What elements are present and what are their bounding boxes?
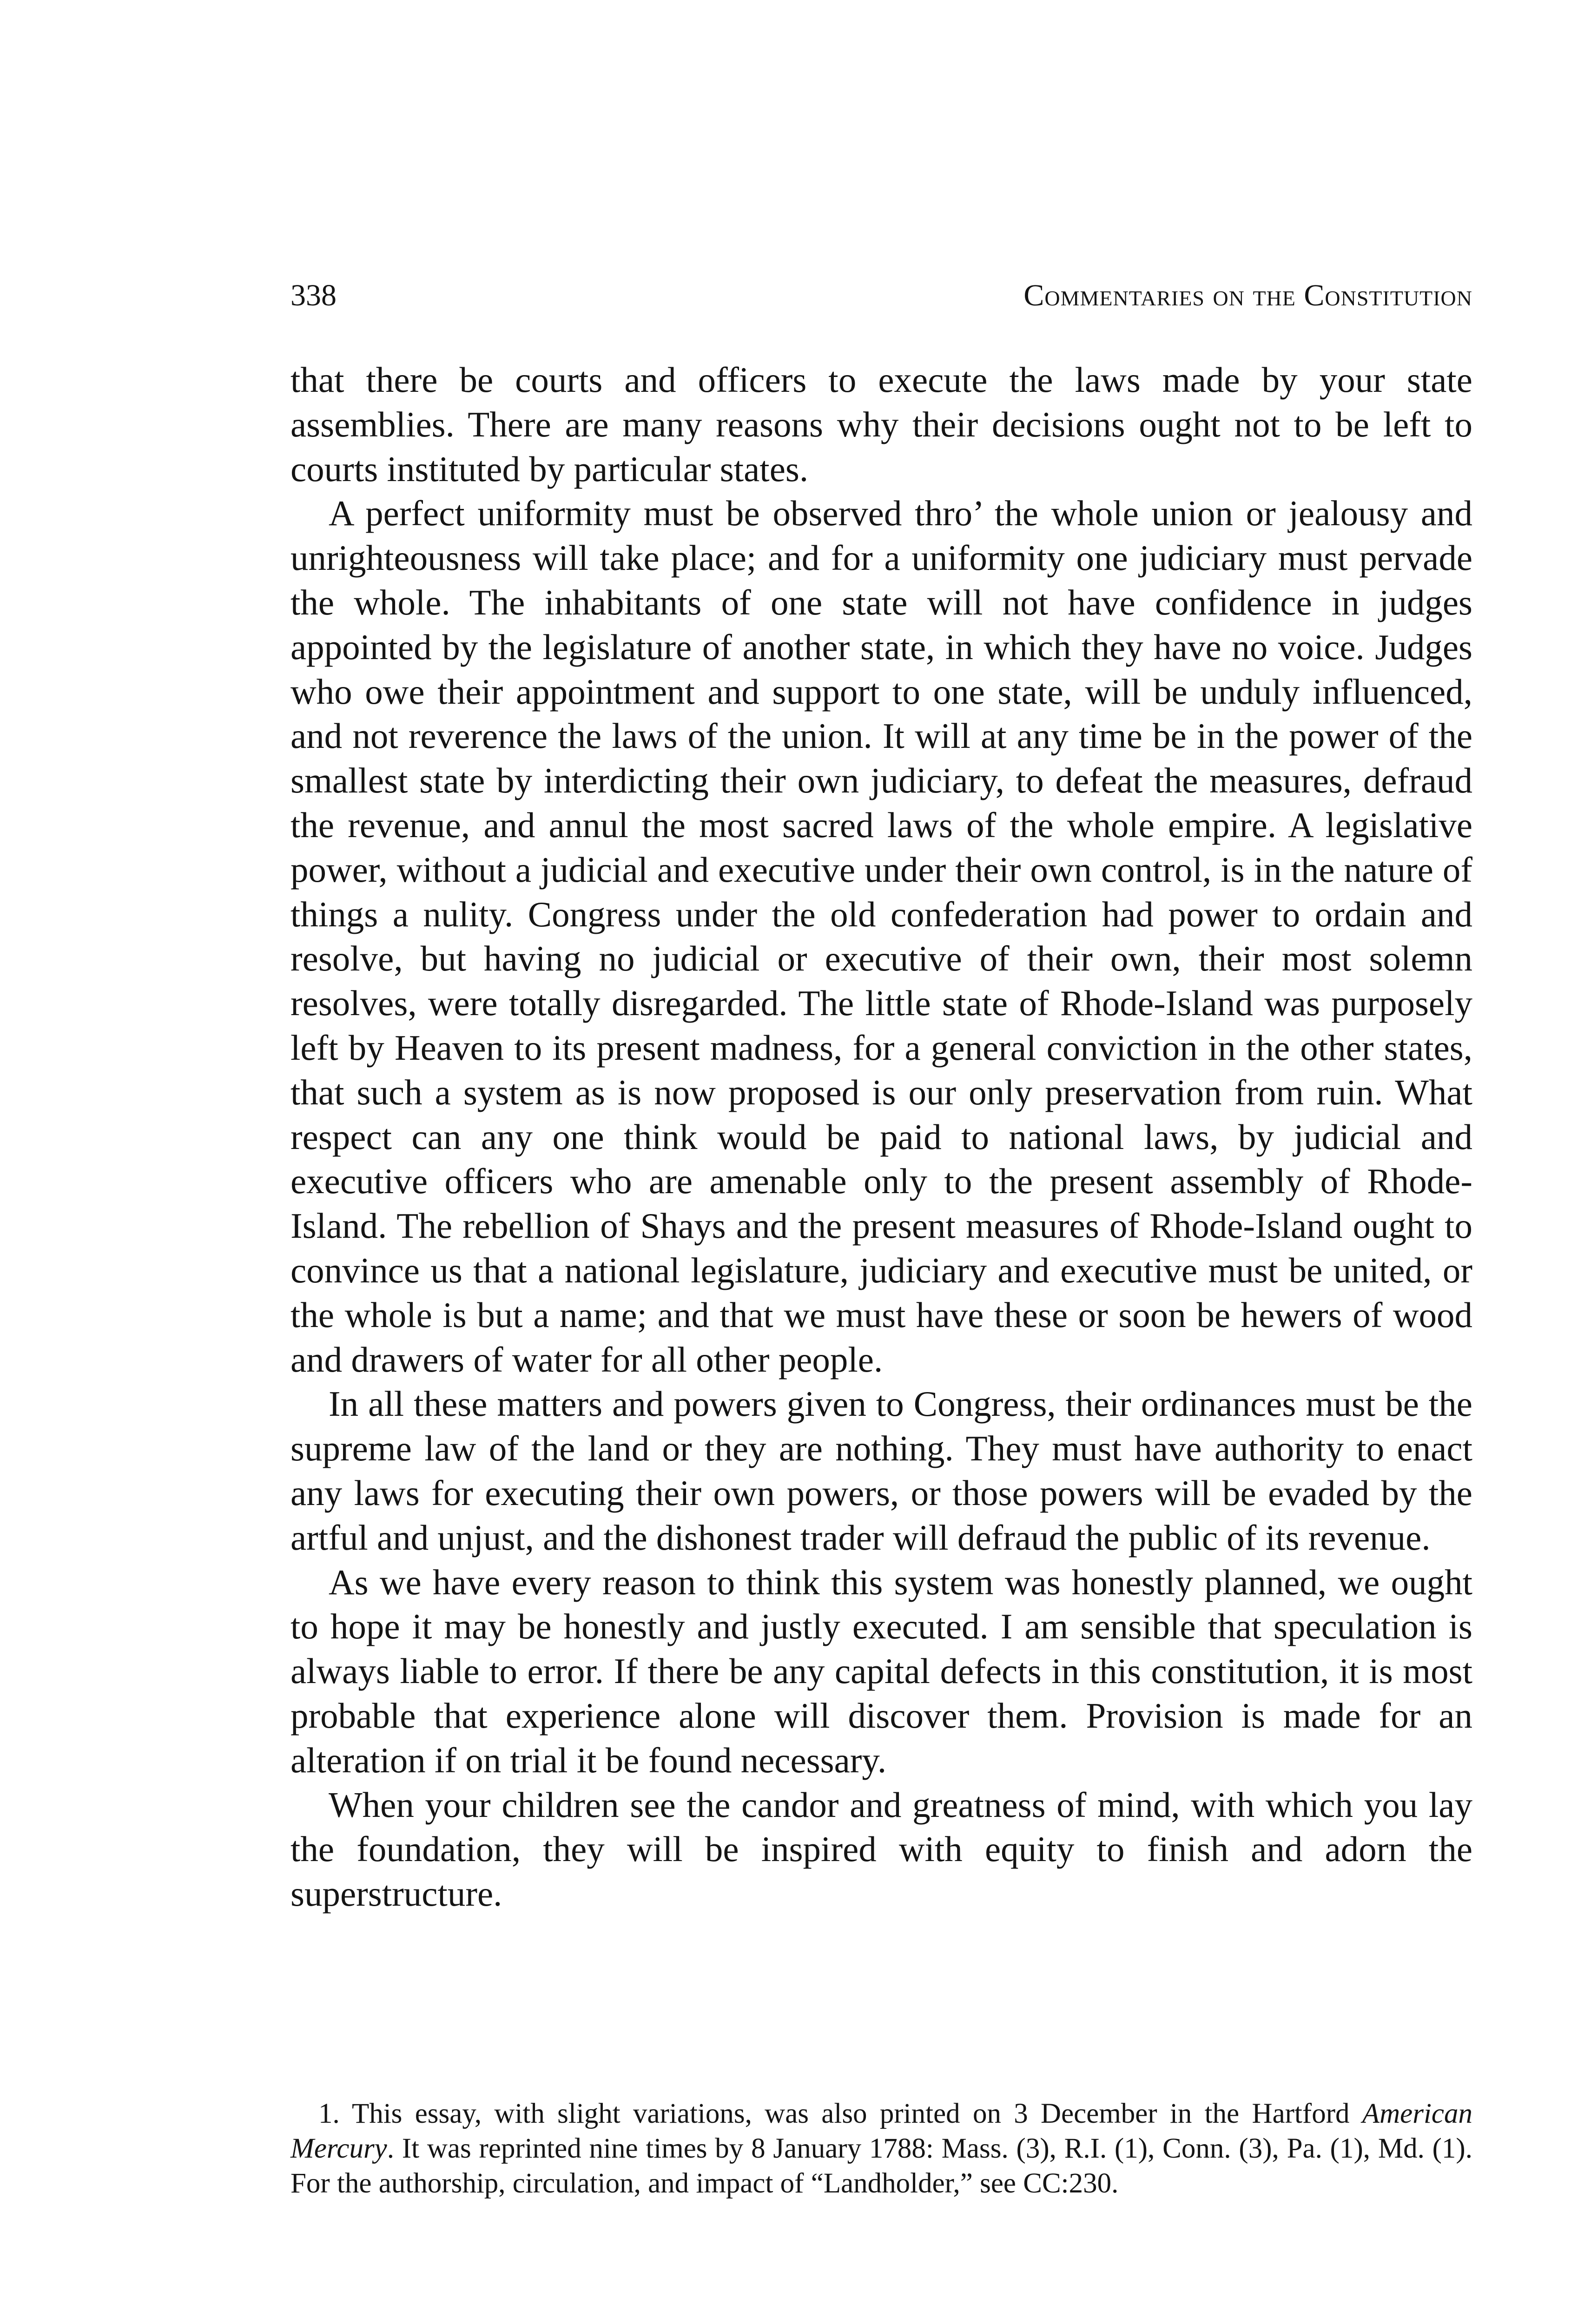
paragraph-4: As we have every reason to think this system was honestly planned, we ought to hope it may be honestly and justly executed. I am sensible that speculation is always liable to error. If there be any capital defects in this constitution, it is most probable that experience alone will discover them. Provision is made for an alteration if on trial it be found necessary. xyxy=(290,1562,1472,1780)
paragraph-3: In all these matters and powers given to Congress, their ordinances must be the supreme law of the land or they are nothing. They must have authority to enact any laws for executing their own powers, or those powers will be evaded by the artful and unjust, and the dishonest trader will defraud the public of its revenue. xyxy=(290,1384,1472,1558)
footnote-text-start: This essay, with slight variations, was also printed on 3 December in the Hartford xyxy=(351,2098,1350,2129)
footnote-number: 1. xyxy=(318,2098,340,2129)
running-head xyxy=(290,277,1472,314)
footnote-italic-title: American Mercury xyxy=(290,2098,1473,2164)
paragraph-1: that there be courts and officers to execute the laws made by your state assemblies. There are many reasons why their decisions ought not to be left to courts instituted by particular states. xyxy=(290,360,1472,489)
page-number: 338 xyxy=(290,278,337,312)
running-title: Commentaries on the Constitution xyxy=(1023,278,1472,312)
body-text xyxy=(290,358,1472,1916)
paragraph-5: When your children see the candor and greatness of mind, with which you lay the foundation, they will be inspired with equity to finish and adorn the superstructure. xyxy=(290,1784,1472,1914)
footnote-text-end: . It was reprinted nine times by 8 January 1788: Mass. (3), R.I. (1), Conn. (3), Pa. (1), Md. (1). For the authorship, circulation, and impact of “Landholder,” see CC:230. xyxy=(290,2133,1472,2199)
footnotes xyxy=(290,2096,1472,2201)
footnote-1 xyxy=(290,2096,1472,2201)
paragraph-2: A perfect uniformity must be observed thro’ the whole union or jealousy and unrighteousness will take place; and for a uniformity one judiciary must pervade the whole. The inhabitants of one state will not have confidence in judges appointed by the legislature of another state, in which they have no voice. Judges who owe their appointment and support to one state, will be unduly influenced, and not reverence the laws of the union. It will at any time be in the power of the smallest state by interdicting their own judiciary, to defeat the measures, defraud the revenue, and annul the most sacred laws of the whole empire. A legislative power, without a judicial and executive under their own control, is in the nature of things a nulity. Congress under the old confederation had power to ordain and resolve, but having no judicial or executive of their own, their most solemn resolves, were totally disregarded. The little state of Rhode-Island was purposely left by Heaven to its present madness, for a general conviction in the other states, that such a system as is now proposed is our only preservation from ruin. What respect can any one think would be paid to national laws, by judicial and executive officers who are amenable only to the present assembly of Rhode-Island. The rebellion of Shays and the present measures of Rhode-Island ought to convince us that a national legislature, judiciary and executive must be united, or the whole is but a name; and that we must have these or soon be hewers of wood and drawers of water for all other people. xyxy=(290,493,1472,1380)
